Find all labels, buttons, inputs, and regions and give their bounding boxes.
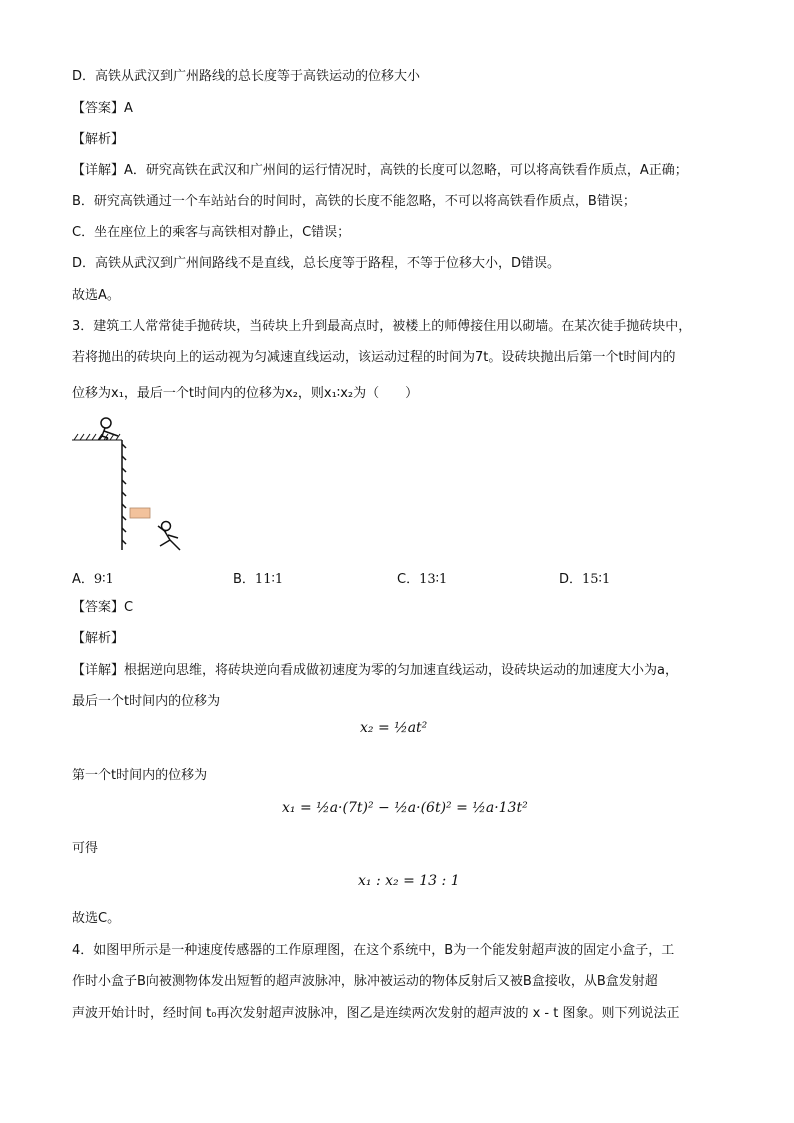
option-letter: C． — [397, 572, 420, 587]
question-4-stem: 声波开始计时，经时间 t₀再次发射超声波脉冲，图乙是连续两次发射的超声波的 x - t 图象。则下列说法正 — [72, 1006, 680, 1021]
option-value: 13∶1 — [419, 572, 448, 587]
answer-label: 【答案】A — [72, 101, 133, 116]
option-value: 11∶1 — [254, 572, 284, 587]
wall — [122, 440, 126, 550]
option-value: 9∶1 — [93, 572, 114, 587]
detail-line: 最后一个t时间内的位移为 — [72, 694, 221, 709]
worker-bottom-figure — [158, 522, 180, 551]
option-letter: A． — [72, 572, 94, 587]
detail-line: 第一个t时间内的位移为 — [72, 768, 208, 783]
detail-line: 【详解】A．研究高铁在武汉和广州间的运行情况时，高铁的长度可以忽略，可以将高铁看作质点，A正确； — [72, 163, 688, 178]
detail-line: D．高铁从武汉到广州间路线不是直线，总长度等于路程，不等于位移大小，D错误。 — [72, 256, 561, 271]
conclusion-line: 故选C。 — [72, 911, 121, 926]
brick — [130, 508, 150, 518]
conclusion-line: 故选A。 — [72, 288, 120, 303]
question-3-figure — [70, 414, 190, 556]
option-c[interactable] — [397, 568, 447, 587]
question-4-stem: 4．如图甲所示是一种速度传感器的工作原理图，在这个系统中，B为一个能发射超声波的固定小盒子，工 — [72, 943, 675, 958]
question-3-stem: 3．建筑工人常常徒手抛砖块，当砖块上升到最高点时，被楼上的师傅接住用以砌墙。在某次徒手抛砖块中， — [72, 319, 692, 334]
option-d-text: D．高铁从武汉到广州路线的总长度等于高铁运动的位移大小 — [72, 69, 421, 84]
analysis-label: 【解析】 — [72, 132, 125, 147]
equation-x1: x₁ = ½a·(7t)² − ½a·(6t)² = ½a·13t² — [282, 800, 528, 816]
worker-top-figure — [99, 418, 118, 440]
option-letter: B． — [233, 572, 255, 587]
option-letter: D． — [559, 572, 583, 587]
question-4-stem: 作时小盒子B向被测物体发出短暂的超声波脉冲，脉冲被运动的物体反射后又被B盒接收，从B盒发射超 — [72, 974, 658, 989]
analysis-label: 【解析】 — [72, 631, 125, 646]
option-b[interactable] — [233, 568, 283, 587]
detail-line: 【详解】根据逆向思维，将砖块逆向看成做初速度为零的匀加速直线运动，设砖块运动的加速度大小为a， — [72, 663, 678, 678]
detail-line: B．研究高铁通过一个车站站台的时间时，高铁的长度不能忽略，不可以将高铁看作质点，B错误； — [72, 194, 636, 209]
question-3-stem: 位移为x₁，最后一个t时间内的位移为x₂，则x₁∶x₂为（ ） — [72, 386, 419, 401]
question-3-stem: 若将抛出的砖块向上的运动视为匀减速直线运动，该运动过程的时间为7t。设砖块抛出后第一个t时间内的 — [72, 350, 676, 365]
detail-line: 可得 — [72, 841, 99, 856]
option-a[interactable] — [72, 568, 114, 587]
option-value: 15∶1 — [582, 572, 611, 587]
equation-ratio: x₁ : x₂ = 13 : 1 — [358, 873, 460, 889]
answer-label: 【答案】C — [72, 600, 134, 615]
equation-x2: x₂ = ½at² — [360, 720, 428, 736]
detail-line: C．坐在座位上的乘客与高铁相对静止，C错误； — [72, 225, 351, 240]
option-d[interactable] — [559, 568, 610, 587]
